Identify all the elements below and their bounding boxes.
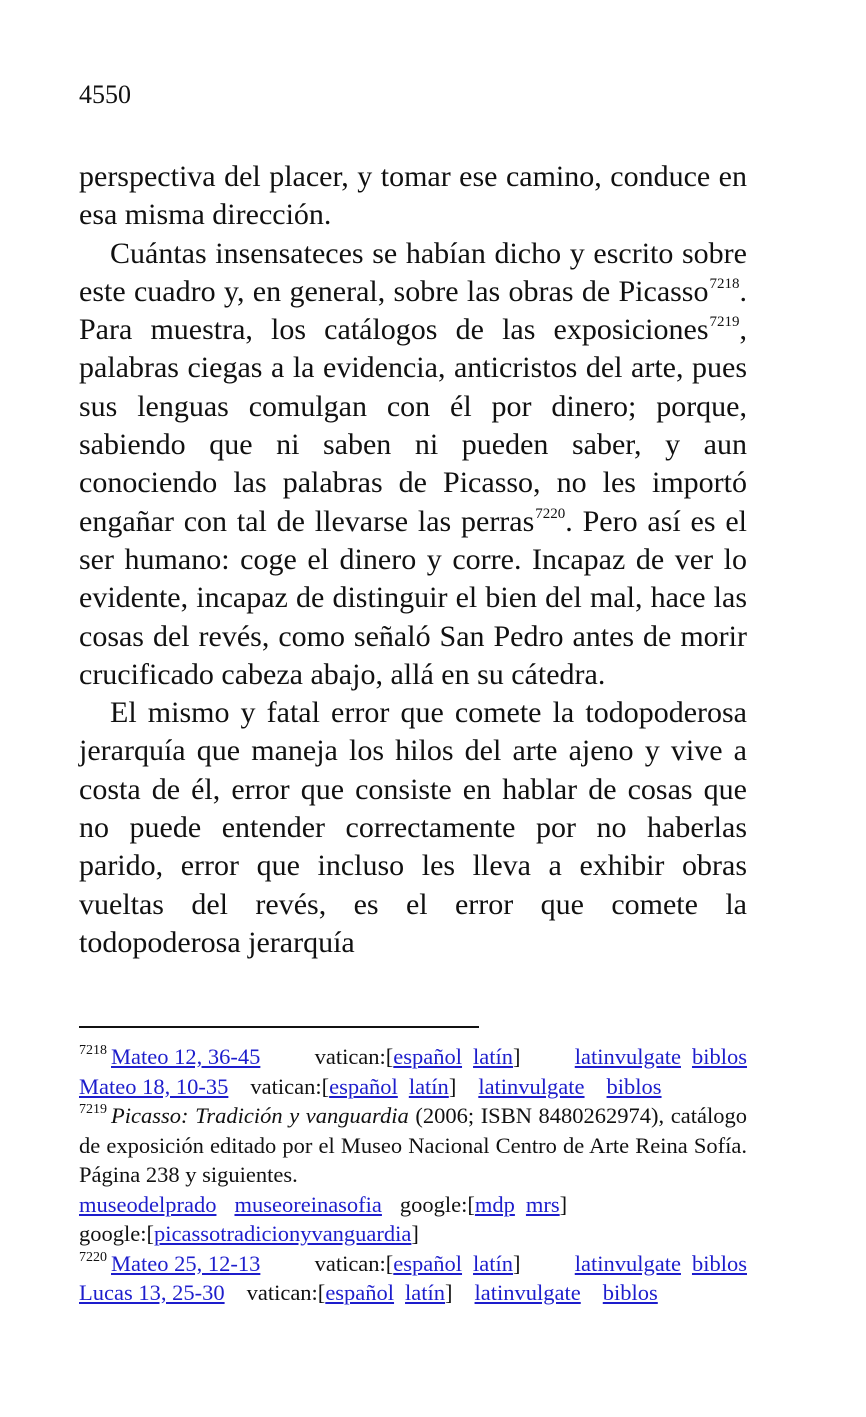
footnote-ref-7220[interactable]: 7220: [535, 505, 566, 522]
page-number: 4550: [79, 80, 131, 109]
footnote-7220: [79, 1249, 747, 1279]
vatican-espanol-link[interactable]: español: [325, 1280, 395, 1305]
text-run: . Para muestra, los catálogos de las exposiciones: [79, 274, 747, 347]
paragraph: El mismo y fatal error que comete la todopoderosa jerarquía que maneja los hilos del arte ajeno y vive a costa de él, error que consiste en hablar de cosas que no puede entender correctamente por no haberlas parido, error que incluso les lleva a exhibir obras vueltas del revés, es el error que comete la todopoderosa jerarquía: [79, 696, 747, 959]
footnote-7219: [79, 1101, 747, 1190]
vatican-label: vatican:[: [250, 1073, 330, 1099]
text-run: , palabras ciegas a la evidencia, anticristos del arte, pues sus lenguas comulgan con él por dinero; porque, sabiendo que ni saben ni pueden saber, y aun conociendo las palabras de Picasso, no les importó engañar con tal de llevarse las perras: [79, 313, 747, 538]
paragraph: perspectiva del placer, y tomar ese camino, conduce en esa misma dirección.: [79, 160, 747, 232]
footnote-number: 7220: [79, 1249, 107, 1265]
text-run: . Pero así es el ser humano: coge el dinero y corre. Incapaz de ver lo evidente, incapaz de distinguir el bien del mal, hace las cosas del revés, como señaló San Pedro antes de morir crucificado cabeza abajo, allá en su cátedra.: [79, 504, 747, 691]
footnote-divider: [79, 1026, 479, 1028]
biblos-link[interactable]: biblos: [602, 1280, 658, 1305]
bible-ref-link[interactable]: Mateo 12, 36-45: [111, 1044, 261, 1069]
latinvulgate-link[interactable]: latinvulgate: [474, 1280, 581, 1305]
vatican-espanol-link[interactable]: español: [393, 1044, 463, 1069]
vatican-label: vatican:[: [314, 1044, 394, 1069]
bracket-close: ]: [559, 1191, 568, 1217]
bible-ref-link[interactable]: Mateo 18, 10-35: [79, 1073, 229, 1099]
google-search-link[interactable]: picassotradicionyvanguardia: [153, 1221, 412, 1246]
footnote-number: 7218: [79, 1043, 107, 1058]
footnote-text: (2006; ISBN 8480262974), catálogo de exposición editado por el Museo Nacional Centro de Arte Reina Sofía. Página 238 y siguientes.: [79, 1103, 747, 1187]
footnote-number: 7219: [79, 1102, 107, 1117]
biblos-link[interactable]: biblos: [691, 1044, 747, 1069]
footnote-7220-continued: [79, 1278, 747, 1308]
google-mdp-link[interactable]: mdp: [474, 1191, 515, 1217]
footnote-7219-search: [79, 1219, 747, 1249]
google-label: google:[: [79, 1221, 154, 1246]
google-mrs-link[interactable]: mrs: [525, 1191, 560, 1217]
google-label: google:[: [399, 1191, 475, 1217]
museoreinasofia-link[interactable]: museoreinasofia: [234, 1191, 382, 1217]
book-title: Picasso: Tradición y vanguardia: [111, 1103, 409, 1128]
footnote-ref-7218[interactable]: 7218: [709, 275, 740, 292]
biblos-link[interactable]: biblos: [606, 1073, 662, 1099]
bible-ref-link[interactable]: Mateo 25, 12-13: [111, 1250, 261, 1276]
bracket-close: ]: [513, 1044, 521, 1069]
text-run: Cuántas insensateces se habían dicho y escrito sobre este cuadro y, en general, sobre las obras de Picasso: [79, 236, 747, 308]
paragraph: [79, 235, 747, 695]
vatican-label: vatican:[: [314, 1250, 394, 1276]
latinvulgate-link[interactable]: latinvulgate: [574, 1250, 681, 1276]
footnote-7219-links: [79, 1190, 747, 1220]
footnote-7218-continued: [79, 1072, 747, 1102]
museodelprado-link[interactable]: museodelprado: [79, 1191, 217, 1217]
bracket-close: ]: [513, 1250, 521, 1276]
main-text: [79, 158, 747, 962]
vatican-label: vatican:[: [246, 1280, 326, 1305]
latinvulgate-link[interactable]: latinvulgate: [574, 1044, 681, 1069]
bracket-close: ]: [448, 1073, 457, 1099]
bracket-close: ]: [445, 1280, 453, 1305]
bracket-close: ]: [411, 1221, 419, 1246]
footnote-ref-7219[interactable]: 7219: [709, 314, 740, 331]
vatican-latin-link[interactable]: latín: [473, 1250, 514, 1276]
latinvulgate-link[interactable]: latinvulgate: [478, 1073, 585, 1099]
footnotes: [79, 1042, 747, 1308]
vatican-latin-link[interactable]: latín: [405, 1280, 446, 1305]
vatican-latin-link[interactable]: latín: [408, 1073, 449, 1099]
vatican-espanol-link[interactable]: español: [393, 1250, 463, 1276]
vatican-espanol-link[interactable]: español: [329, 1073, 398, 1099]
vatican-latin-link[interactable]: latín: [473, 1044, 514, 1069]
biblos-link[interactable]: biblos: [691, 1250, 747, 1276]
footnote-7218: [79, 1042, 747, 1072]
bible-ref-link[interactable]: Lucas 13, 25-30: [79, 1280, 225, 1305]
